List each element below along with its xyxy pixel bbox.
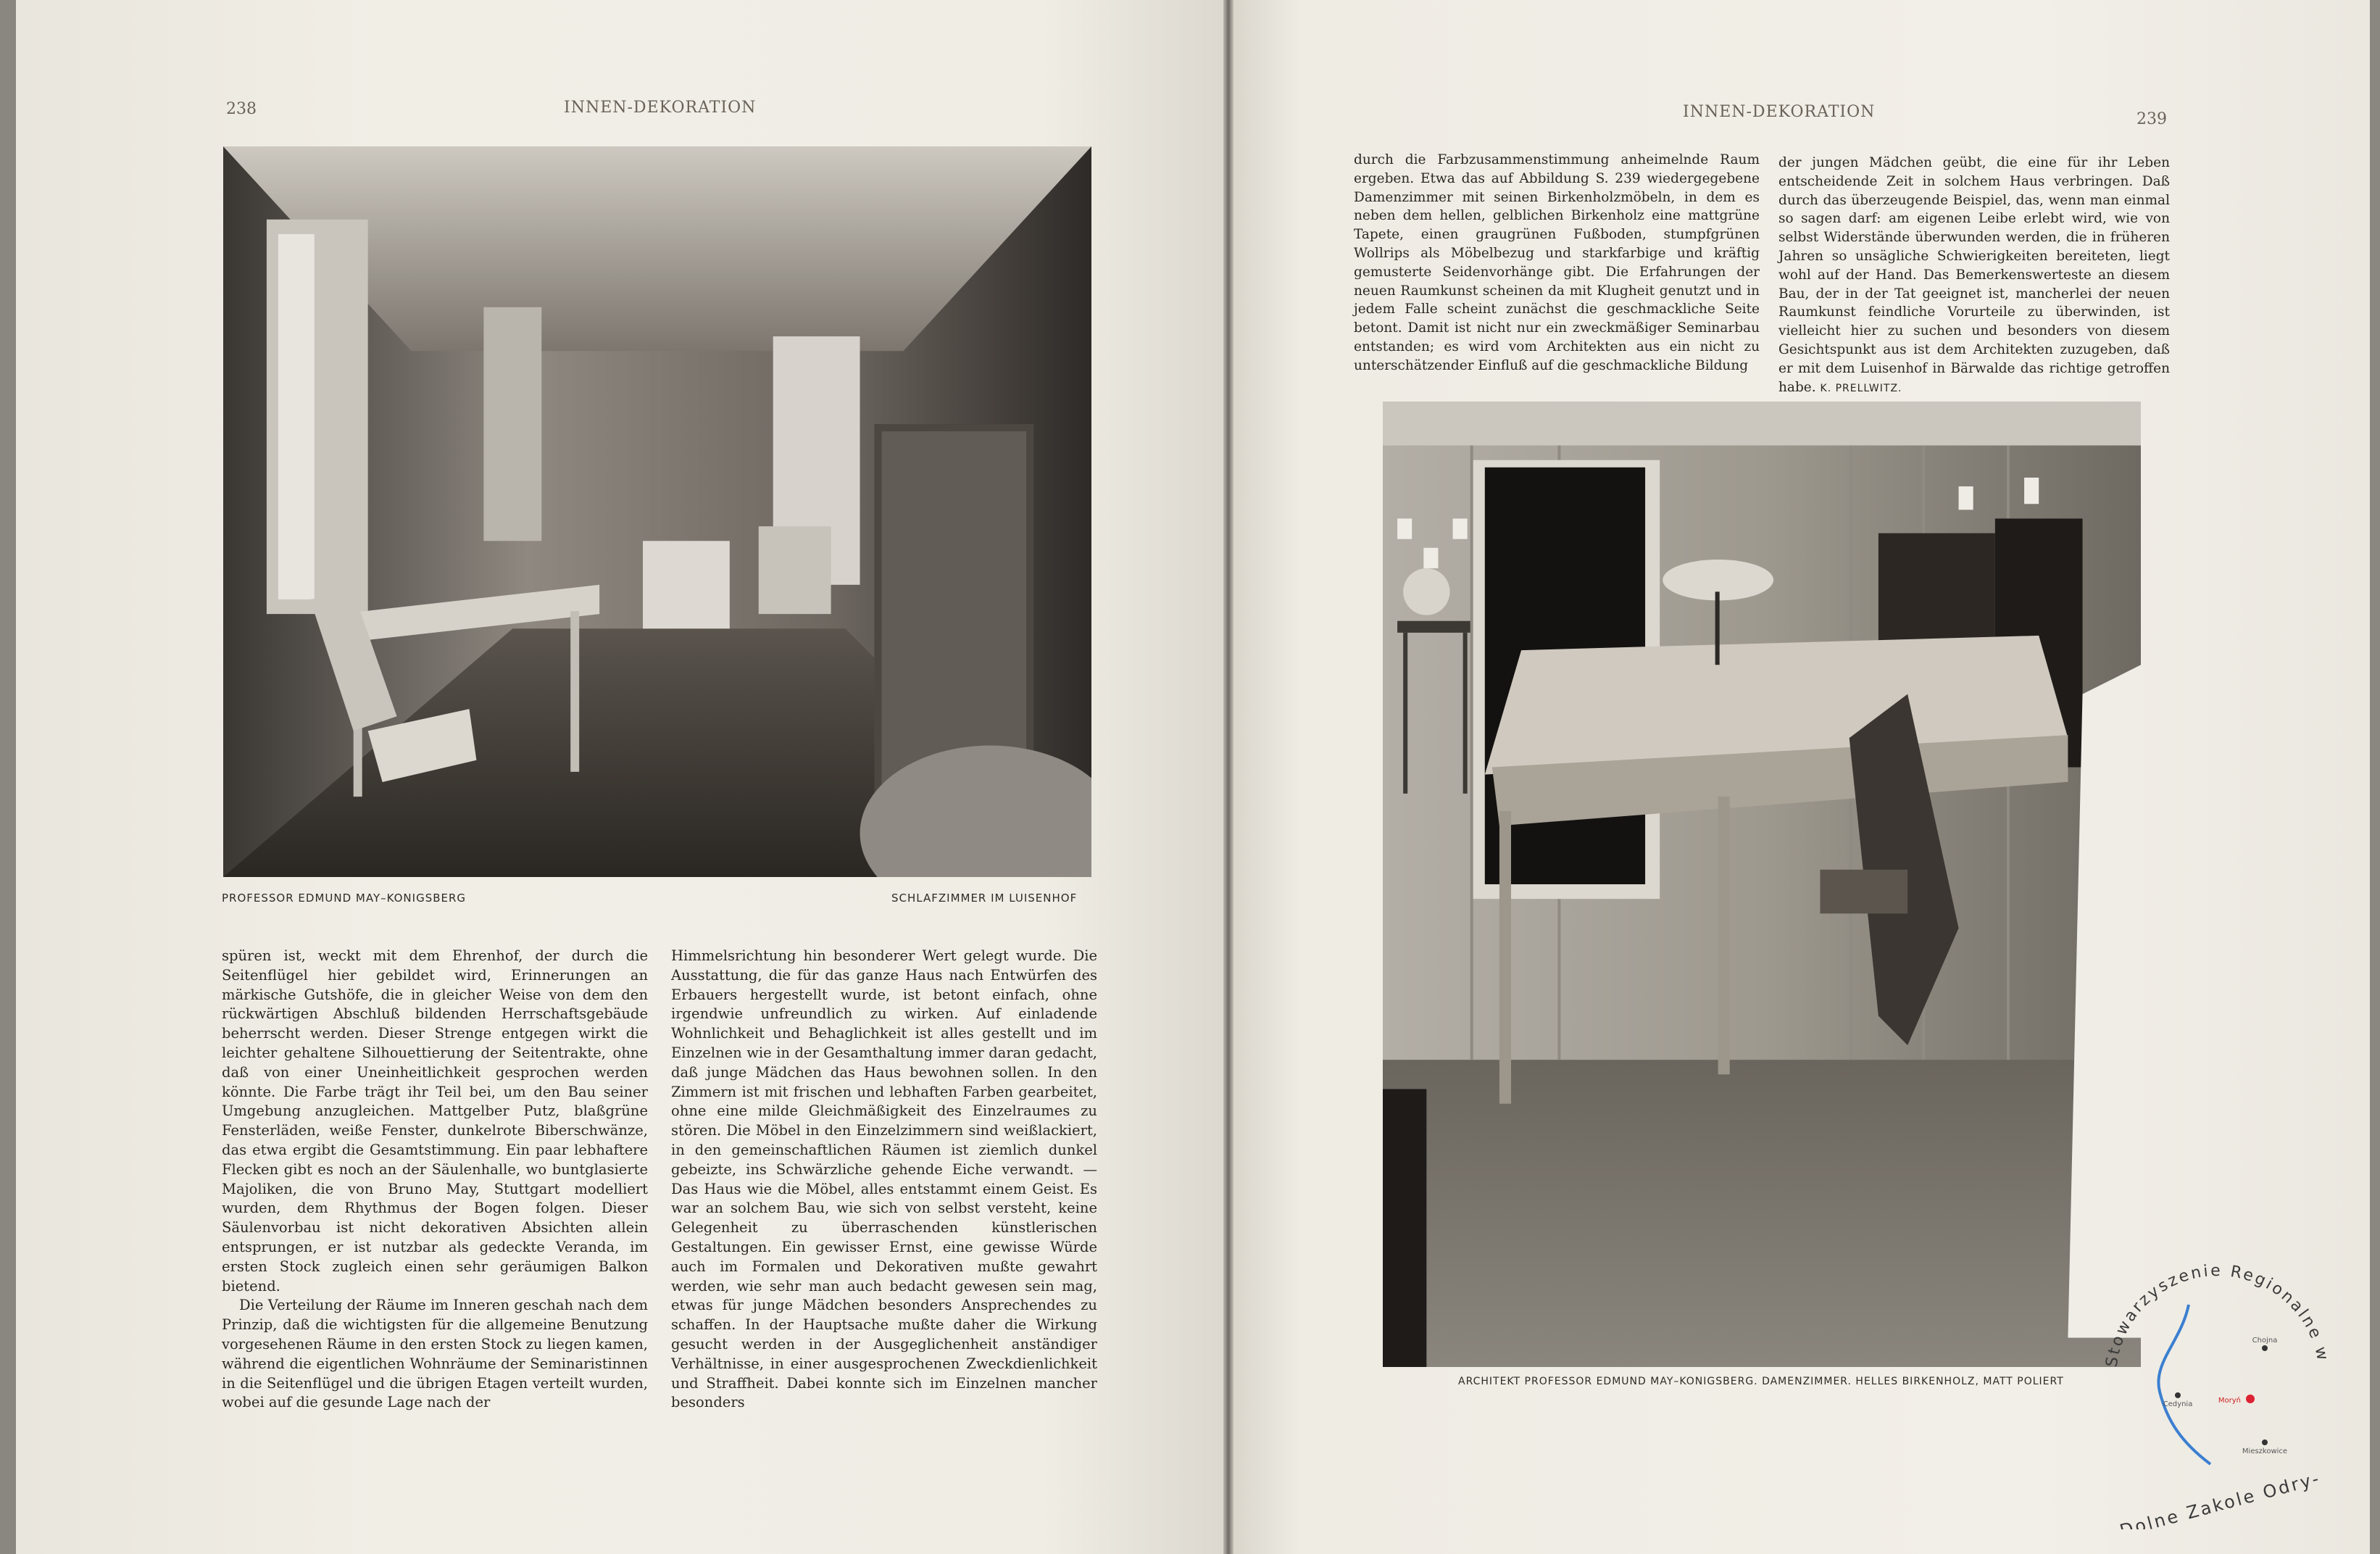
ladies-room-photo [1383,402,2141,1367]
page-number-left: 238 [226,100,257,118]
bedroom-photo [223,146,1091,877]
page-number-right: 239 [2136,110,2167,128]
paragraph: durch die Farbzusammenstimmung anheimelnde Raum ergeben. Etwa das auf Abbildung S. 239 wiedergegebene Damenzimmer mit seinen Birkenholzmöbeln, in dem es neben dem hellen, gelblichen Birkenholz eine mattgrüne Tapete, einen graugrünen Fußboden, stumpfgrünen Wollrips als Möbelbezug und starkfarbige und kräftig gemusterte Seidenvorhänge gibt. Die Erfahrungen der neuen Raumkunst scheinen da mit Klugheit genutzt und in jedem Falle scheint zunächst die geschmackliche Seite betont. Damit ist nicht nur ein zweckmäßiger Seminarbau entstanden; es wird vom Architekten aus ein nicht zu unterschätzender Einfluß auf die geschmackliche Bildung [1354,152,1760,373]
association-watermark [2073,1225,2363,1529]
paragraph: Himmelsrichtung hin besonderer Wert gelegt wurde. Die Ausstattung, die für das ganze Haus nach Entwürfen des Erbauers hergestellt wurde, ist betont einfach, ohne irgendwie unfreundlich zu wirken. Auf einladende Wohnlichkeit und Behaglichkeit ist alles gestellt und im Einzelnen wie in der Gesamthaltung immer daran gedacht, daß junge Mädchen das Haus bewohnen sollen. In den Zimmern ist mit frischen und lebhaften Farben gearbeitet, ohne eine milde Gleichmäßigkeit des Einzelraumes zu stören. Die Möbel in den Einzelzimmern sind weißlackiert, in den gemeinschaftlichen Räumen ist ziemlich dunkel gebeizte, ins Schwärzliche gehende Eiche verwandt. — Das Haus wie die Möbel, alles entstammt einem Geist. Es war an solchem Bau, wie sich von selbst versteht, keine Gelegenheit zu überraschenden künstlerischen Gestaltungen. Ein gewisser Ernst, eine gewisse Würde auch im Formalen und Dekorativen mußte gewahrt werden, wie sehr man auch bedacht gewesen sein mag, etwas für junge Mädchen besonders Ansprechendes zu schaffen. In der Hauptsache mußte daher die Wirkung gesucht werden in der Ausgeglichenheit anständiger Verhältnisse, in einer ausgesprochenen Zweckdienlichkeit und Straffheit. Dabei konnte sich im Einzelnen mancher besonders [671,947,1097,1411]
running-head-left: INNEN-DEKORATION [564,99,757,117]
right-text-column-1 [1354,151,1760,375]
paragraph: Die Verteilung der Räume im Inneren geschah nach dem Prinzip, daß die wichtigsten für die allgemeine Benutzung vorgesehenen Räume in den ersten Stock zu liegen kamen, während die eigentlichen Wohnräume der Seminaristinnen in die Seitenflügel und die übrigen Etagen verteilt wurden, wobei auf die gesunde Lage nach der [222,1297,648,1411]
river-icon [2158,1305,2210,1464]
left-text-column-1 [222,947,648,1413]
place-label: Chojna [2252,1337,2278,1345]
place-label: Mieszkowice [2242,1447,2288,1455]
town-marker-icon [2246,1395,2255,1403]
place-label: Cedynia [2163,1400,2193,1408]
paragraph-text: der jungen Mädchen geübt, die eine für ihr Leben entscheidende Zeit in solchem Haus verbringen. Daß durch das überzeugende Beispiel, das, wenn man einmal so sagen darf: am eigenen Leibe erlebt wird, wie von selbst Widerstände überwunden werden, die in früheren Jahren so unsägliche Schwierigkeiten bereiteten, liegt wohl auf der Hand. Das Bemerkenswerteste an diesem Bau, der in der Tat geeignet ist, mancherlei der neuen Raumkunst feindliche Vorurteile zu überwinden, ist vielleicht hier zu suchen und besonders von diesem Gesichtspunkt aus ist dem Architekten zuzugeben, daß er mit dem Luisenhof in Bärwalde das richtige getroffen habe. [1778,155,2170,395]
place-label: Moryń [2218,1397,2241,1405]
left-text-column-2 [671,947,1097,1413]
town-marker-icon [2262,1439,2268,1445]
watermark-ring-text: Stowarzyszenie Regionalne w [2102,1261,2332,1368]
town-marker-icon [2175,1392,2181,1398]
photo-caption-title: SCHLAFZIMMER IM LUISENHOF [891,892,1078,905]
town-marker-icon [2262,1345,2268,1351]
running-head-right: INNEN-DEKORATION [1683,103,1876,121]
book-spine [1223,0,1233,1554]
watermark-bottom-text: -Dolne Zakole Odry- [2109,1468,2323,1529]
photo-caption-author: PROFESSOR EDMUND MAY–KONIGSBERG [222,892,467,905]
paragraph: spüren ist, weckt mit dem Ehrenhof, der durch die Seitenflügel hier gebildet wird, Erinnerungen an märkische Gutshöfe, die in gleicher Weise von dem den rückwärtigen Abschluß bildenden Herrschaftsgebäude beherrscht werden. Dieser Strenge entgegen wirkt die leichter gehaltene Silhouettierung der Seitentrakte, ohne daß von einer Uneinheitlichkeit gesprochen werden könnte. Die Farbe trägt ihr Teil bei, um den Bau seiner Umgebung anzugleichen. Mattgelber Putz, blaßgrüne Fensterläden, weiße Fenster, dunkelrote Biberschwänze, das etwa ergibt die Gesamtstimmung. Ein paar lebhaftere Flecken gibt es noch an der Säulenhalle, wo buntglasierte Majoliken, die von Bruno May, Stuttgart modelliert wurden, dem Rhythmus der Bogen folgen. Dieser Säulenvorbau ist nicht dekorativen Absichten allein entsprungen, er ist nutzbar als gedeckte Veranda, im ersten Stock zugleich einen sehr geräumigen Balkon bietend. [222,947,648,1295]
author-signature: K. PRELLWITZ. [1820,382,1902,394]
right-text-column-2 [1778,154,2170,398]
paragraph [1778,154,2170,398]
photo-caption-damenzimmer: ARCHITEKT PROFESSOR EDMUND MAY–KONIGSBERG. DAMENZIMMER. HELLES BIRKENHOLZ, MATT POLIERT [1458,1376,2064,1387]
